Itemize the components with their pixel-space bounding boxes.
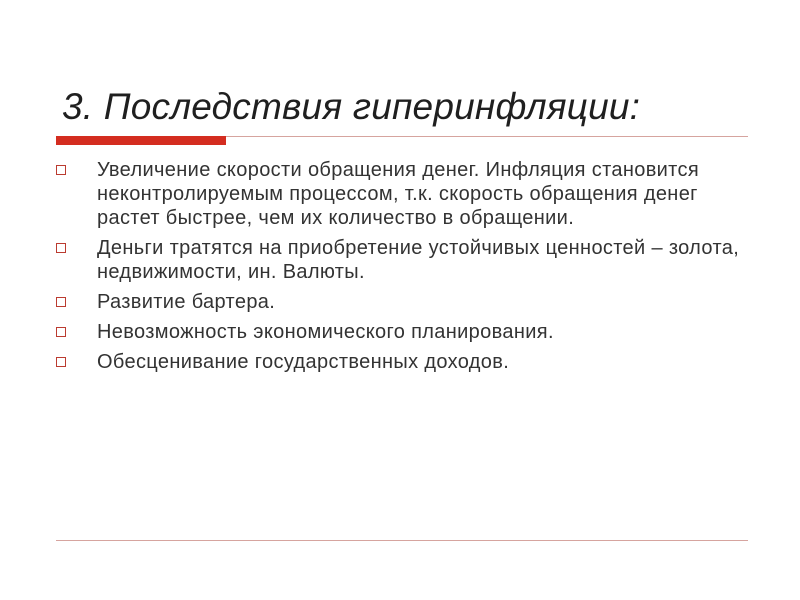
bullet-item bbox=[56, 236, 746, 284]
bullet-text: Невозможность экономического планирования. bbox=[97, 321, 554, 343]
bullet-item bbox=[56, 290, 746, 314]
slide-title: 3. Последствия гиперинфляции: bbox=[62, 86, 641, 127]
bullet-text: Деньги тратятся на приобретение устойчивых ценностей – золота, недвижимости, ин. Валюты. bbox=[97, 237, 740, 283]
bullet-list bbox=[56, 158, 746, 380]
bullet-item bbox=[56, 350, 746, 374]
title-accent-bar bbox=[56, 136, 226, 145]
hollow-square-bullet-icon bbox=[56, 297, 66, 307]
hollow-square-bullet-icon bbox=[56, 243, 66, 253]
bullet-text: Развитие бартера. bbox=[97, 291, 276, 313]
hollow-square-bullet-icon bbox=[56, 165, 66, 175]
bullet-item bbox=[56, 320, 746, 344]
bullet-item bbox=[56, 158, 746, 230]
hollow-square-bullet-icon bbox=[56, 357, 66, 367]
footer-divider-line bbox=[56, 540, 748, 541]
hollow-square-bullet-icon bbox=[56, 327, 66, 337]
bullet-text: Обесценивание государственных доходов. bbox=[97, 351, 510, 373]
bullet-text: Увеличение скорости обращения денег. Инфляция становится неконтролируемым процессом, т.к. скорость обращения денег растет быстрее, чем их количество в обращении. bbox=[97, 159, 700, 229]
